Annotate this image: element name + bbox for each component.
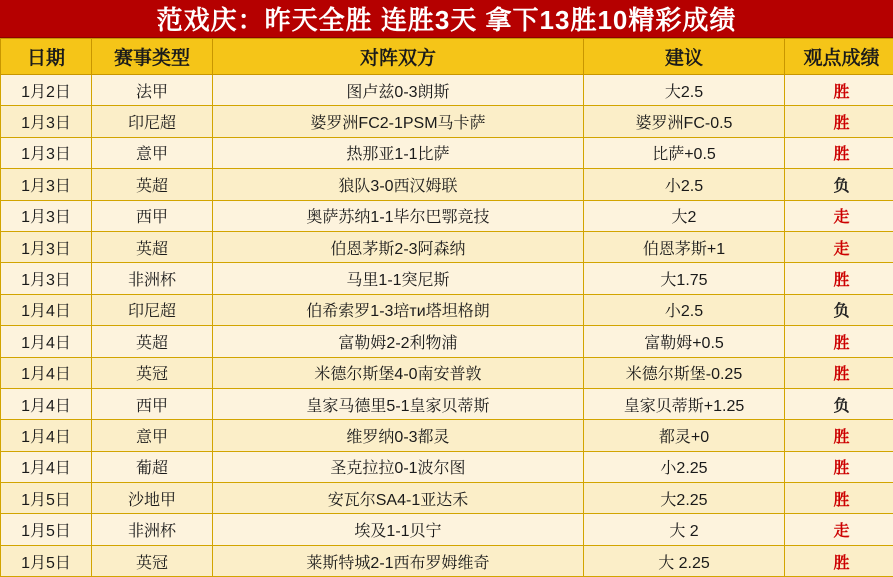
cell-date: 1月4日 <box>1 451 92 482</box>
cell-result: 胜 <box>785 106 893 137</box>
cell-league: 非洲杯 <box>92 263 213 294</box>
cell-league: 印尼超 <box>92 106 213 137</box>
table-row <box>1 388 893 419</box>
cell-date: 1月3日 <box>1 231 92 262</box>
cell-result: 胜 <box>785 420 893 451</box>
cell-league: 印尼超 <box>92 294 213 325</box>
cell-date: 1月5日 <box>1 483 92 514</box>
cell-date: 1月3日 <box>1 200 92 231</box>
cell-advice: 小2.5 <box>584 294 785 325</box>
cell-result: 胜 <box>785 75 893 106</box>
cell-result: 负 <box>785 169 893 200</box>
column-header-advice: 建议 <box>584 39 785 75</box>
cell-advice: 富勒姆+0.5 <box>584 326 785 357</box>
cell-match: 图卢兹0-3朗斯 <box>213 75 584 106</box>
table-row <box>1 514 893 545</box>
cell-result: 胜 <box>785 483 893 514</box>
cell-match: 埃及1-1贝宁 <box>213 514 584 545</box>
cell-league: 英冠 <box>92 545 213 576</box>
cell-result: 胜 <box>785 545 893 576</box>
cell-league: 西甲 <box>92 388 213 419</box>
cell-match: 维罗纳0-3都灵 <box>213 420 584 451</box>
cell-date: 1月2日 <box>1 75 92 106</box>
table-body <box>1 75 893 577</box>
table-row <box>1 231 893 262</box>
predictions-table <box>0 38 893 577</box>
cell-advice: 大2.5 <box>584 75 785 106</box>
cell-league: 法甲 <box>92 75 213 106</box>
cell-league: 非洲杯 <box>92 514 213 545</box>
cell-result: 负 <box>785 388 893 419</box>
cell-advice: 伯恩茅斯+1 <box>584 231 785 262</box>
cell-league: 西甲 <box>92 200 213 231</box>
table-row <box>1 75 893 106</box>
cell-date: 1月3日 <box>1 106 92 137</box>
cell-advice: 大 2.25 <box>584 545 785 576</box>
cell-match: 婆罗洲FC2-1PSM马卡萨 <box>213 106 584 137</box>
table-row <box>1 169 893 200</box>
cell-league: 英超 <box>92 326 213 357</box>
cell-match: 皇家马德里5-1皇家贝蒂斯 <box>213 388 584 419</box>
column-header-match: 对阵双方 <box>213 39 584 75</box>
cell-result: 走 <box>785 514 893 545</box>
cell-league: 沙地甲 <box>92 483 213 514</box>
cell-league: 意甲 <box>92 420 213 451</box>
cell-match: 热那亚1-1比萨 <box>213 137 584 168</box>
cell-date: 1月3日 <box>1 169 92 200</box>
cell-date: 1月3日 <box>1 137 92 168</box>
cell-advice: 小2.5 <box>584 169 785 200</box>
cell-advice: 婆罗洲FC-0.5 <box>584 106 785 137</box>
table-row <box>1 137 893 168</box>
cell-result: 胜 <box>785 326 893 357</box>
cell-date: 1月4日 <box>1 388 92 419</box>
cell-match: 马里1-1突尼斯 <box>213 263 584 294</box>
table-row <box>1 200 893 231</box>
column-header-league: 赛事类型 <box>92 39 213 75</box>
cell-result: 走 <box>785 200 893 231</box>
cell-match: 狼队3-0西汉姆联 <box>213 169 584 200</box>
column-header-result: 观点成绩 <box>785 39 893 75</box>
column-header-date: 日期 <box>1 39 92 75</box>
cell-league: 意甲 <box>92 137 213 168</box>
cell-match: 伯恩茅斯2-3阿森纳 <box>213 231 584 262</box>
cell-date: 1月4日 <box>1 294 92 325</box>
table-row <box>1 263 893 294</box>
table-row <box>1 483 893 514</box>
cell-advice: 大1.75 <box>584 263 785 294</box>
cell-advice: 大2.25 <box>584 483 785 514</box>
cell-advice: 都灵+0 <box>584 420 785 451</box>
cell-date: 1月4日 <box>1 326 92 357</box>
cell-match: 圣克拉拉0-1波尔图 <box>213 451 584 482</box>
cell-match: 富勒姆2-2利物浦 <box>213 326 584 357</box>
table-row <box>1 545 893 576</box>
cell-advice: 大2 <box>584 200 785 231</box>
cell-advice: 大 2 <box>584 514 785 545</box>
cell-result: 胜 <box>785 451 893 482</box>
table-row <box>1 451 893 482</box>
cell-match: 米德尔斯堡4-0南安普敦 <box>213 357 584 388</box>
cell-advice: 米德尔斯堡-0.25 <box>584 357 785 388</box>
cell-match: 奥萨苏纳1-1毕尔巴鄂竞技 <box>213 200 584 231</box>
cell-advice: 小2.25 <box>584 451 785 482</box>
cell-league: 英超 <box>92 169 213 200</box>
cell-league: 葡超 <box>92 451 213 482</box>
table-header <box>1 39 893 75</box>
cell-advice: 比萨+0.5 <box>584 137 785 168</box>
page-title: 范戏庆：昨天全胜 连胜3天 拿下13胜10精彩成绩 <box>0 0 893 38</box>
cell-date: 1月4日 <box>1 357 92 388</box>
cell-date: 1月3日 <box>1 263 92 294</box>
table-header-row <box>1 39 893 75</box>
table-row <box>1 357 893 388</box>
cell-match: 莱斯特城2-1西布罗姆维奇 <box>213 545 584 576</box>
cell-result: 胜 <box>785 357 893 388</box>
cell-advice: 皇家贝蒂斯+1.25 <box>584 388 785 419</box>
cell-result: 胜 <box>785 137 893 168</box>
cell-league: 英超 <box>92 231 213 262</box>
table-row <box>1 420 893 451</box>
table-row <box>1 106 893 137</box>
cell-date: 1月5日 <box>1 545 92 576</box>
cell-result: 胜 <box>785 263 893 294</box>
cell-result: 走 <box>785 231 893 262</box>
cell-result: 负 <box>785 294 893 325</box>
table-row <box>1 294 893 325</box>
cell-league: 英冠 <box>92 357 213 388</box>
cell-match: 安瓦尔SA4-1亚达禾 <box>213 483 584 514</box>
cell-date: 1月5日 <box>1 514 92 545</box>
table-row <box>1 326 893 357</box>
cell-date: 1月4日 <box>1 420 92 451</box>
cell-match: 伯希索罗1-3培ти塔坦格朗 <box>213 294 584 325</box>
